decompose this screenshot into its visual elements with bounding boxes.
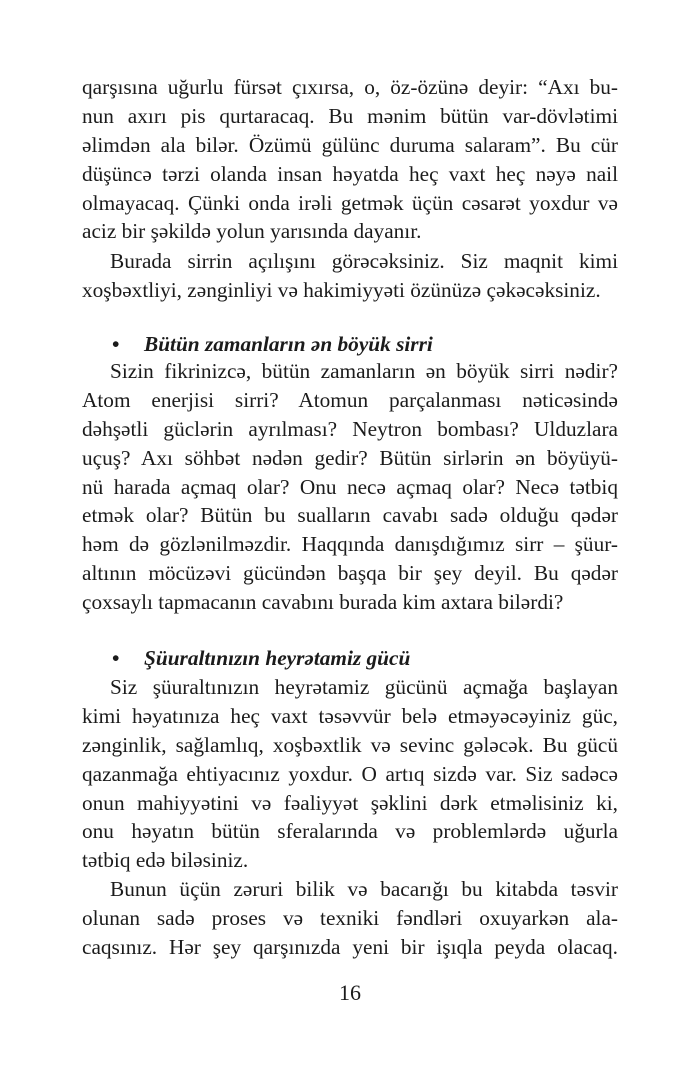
text-line: onun mahiyyətini və fəaliyyət şəklini dərk etməlisiniz ki, xyxy=(82,790,618,815)
section-heading-2 xyxy=(112,644,410,672)
bullet-icon: • xyxy=(112,332,120,356)
text-line: nü harada açmaq olar? Onu necə açmaq olar? Necə tətbiq xyxy=(82,474,618,499)
text-line: uçuş? Axı söhbət nədən gedir? Bütün sirlərin ən böyüyü- xyxy=(82,445,618,470)
text-line: nun axırı pis qurtaracaq. Bu mənim bütün var-dövlətimi xyxy=(82,103,618,128)
text-line: etmək olar? Bütün bu sualların cavabı sadə olduğu qədər xyxy=(82,503,618,528)
text-line: həm də gözlənilməzdir. Haqqında danışdığımız sirr – şüur- xyxy=(82,532,618,557)
bullet-icon: • xyxy=(112,646,120,670)
text-line: Siz şüuraltınızın heyrətamiz gücünü açmağa başlayan xyxy=(110,675,618,699)
text-line: aciz bir şəkildə yolun yarısında dayanır. xyxy=(82,219,422,244)
text-line: Sizin fikrinizcə, bütün zamanların ən böyük sirri nədir? xyxy=(110,359,618,383)
paragraph-4 xyxy=(82,673,618,875)
text-line: Bunun üçün zəruri bilik və bacarığı bu kitabda təsvir xyxy=(110,877,618,901)
text-line: xoşbəxtliyi, zənginliyi və hakimiyyəti özünüzə çəkəcəksiniz. xyxy=(82,277,601,302)
text-line: dəhşətli güclərin ayrılması? Neytron bombası? Ulduzlara xyxy=(82,416,618,441)
text-line: kimi həyatınıza heç vaxt təsəvvür belə etməyəcəyiniz güc, xyxy=(82,703,618,728)
text-line: əlimdən ala bilər. Özümü gülünc duruma salaram”. Bu cür xyxy=(82,132,618,157)
text-line: olmayacaq. Çünki onda irəli getmək üçün cəsarət yoxdur və xyxy=(82,190,618,215)
paragraph-5 xyxy=(82,875,618,962)
text-line: qazanmağa ehtiyacınız yoxdur. O artıq sizdə var. Siz sadəcə xyxy=(82,761,618,786)
text-line: çoxsaylı tapmacanın cavabını burada kim axtara bilərdi? xyxy=(82,590,564,615)
text-line: tətbiq edə biləsiniz. xyxy=(82,848,249,873)
section-heading-1 xyxy=(112,330,433,358)
text-line: caqsınız. Hər şey qarşınızda yeni bir işıqla peyda olacaq. xyxy=(82,934,618,959)
text-line: düşüncə tərzi olanda insan həyatda heç vaxt heç nəyə nail xyxy=(82,161,618,186)
heading-text: Bütün zamanların ən böyük sirri xyxy=(144,332,433,356)
paragraph-2 xyxy=(82,247,618,305)
page-number: 16 xyxy=(339,980,361,1005)
text-line: olunan sadə proses və texniki fəndləri oxuyarkən ala- xyxy=(82,905,618,930)
text-line: onu həyatın bütün sferalarında və problemlərdə uğurla xyxy=(82,819,618,844)
paragraph-3 xyxy=(82,357,618,617)
text-line: Atom enerjisi sirri? Atomun parçalanması nəticəsində xyxy=(82,387,618,412)
text-line: zənginlik, sağlamlıq, xoşbəxtlik və sevinc gələcək. Bu gücü xyxy=(82,732,618,757)
paragraph-1 xyxy=(82,73,618,246)
text-line: qarşısına uğurlu fürsət çıxırsa, o, öz-özünə deyir: “Axı bu- xyxy=(82,75,618,99)
heading-text: Şüuraltınızın heyrətamiz gücü xyxy=(144,646,411,670)
text-line: Burada sirrin açılışını görəcəksiniz. Siz maqnit kimi xyxy=(110,249,618,273)
text-line: altının möcüzəvi gücündən başqa bir şey deyil. Bu qədər xyxy=(82,561,618,586)
